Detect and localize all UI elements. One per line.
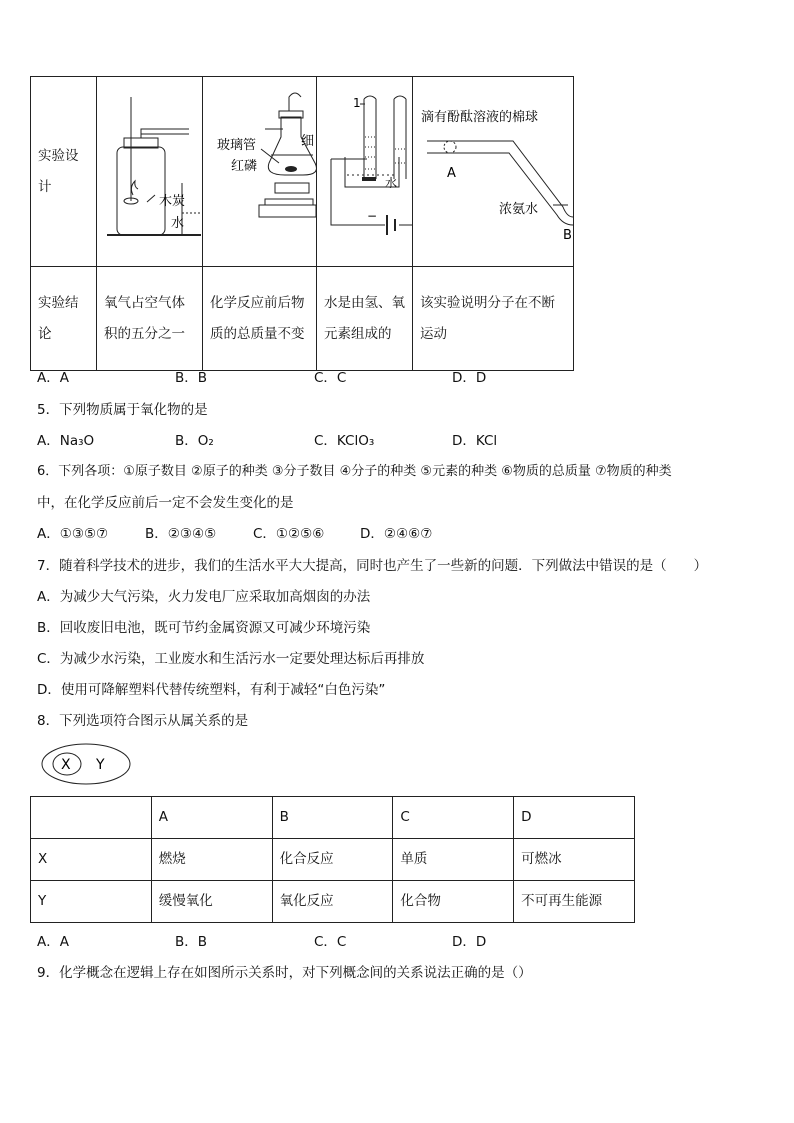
q6-stem-line1: 6．下列各项：①原子数目 ②原子的种类 ③分子数目 ④分子的种类 ⑤元素的种类 ⑥物质的总质量 ⑦物质的种类 bbox=[37, 464, 672, 479]
diagram-c-electrolysis-apparatus bbox=[317, 77, 412, 254]
label-b: B bbox=[563, 228, 572, 243]
q6-option-b[interactable]: B．②③④⑤ bbox=[145, 526, 217, 542]
label-cotton-ball: 滴有酚酞溶液的棉球 bbox=[421, 110, 539, 125]
diagram-c-cell bbox=[317, 77, 413, 267]
q7-stem: 7．随着科学技术的进步，我们的生活水平大大提高，同时也产生了一些新的问题．下列做法中错误的是（ ） bbox=[37, 558, 708, 574]
q8-option-c[interactable]: C．C bbox=[314, 934, 347, 950]
q8-header-b: B bbox=[272, 797, 393, 839]
conclusion-b: 化学反应前后物质的总质量不变 bbox=[203, 267, 317, 371]
label-glass-tube: 玻璃管 bbox=[217, 138, 257, 153]
diagram-d-cell bbox=[413, 77, 574, 267]
q7-option-b[interactable]: B．回收废旧电池，既可节约金属资源又可减少环境污染 bbox=[37, 620, 371, 636]
q6-option-a[interactable]: A．①③⑤⑦ bbox=[37, 526, 109, 542]
row-label-design: 实验设计 bbox=[31, 77, 97, 267]
q8-option-b[interactable]: B．B bbox=[175, 934, 208, 950]
conclusion-c: 水是由氢、氧元素组成的 bbox=[317, 267, 413, 371]
diagram-b-mass-conservation-apparatus bbox=[203, 77, 316, 254]
label-water-c: 水 bbox=[385, 176, 398, 190]
diagram-d-molecule-motion-apparatus bbox=[413, 77, 573, 254]
q8-y-a: 缓慢氧化 bbox=[151, 881, 272, 923]
q7-option-d[interactable]: D．使用可降解塑料代替传统塑料，有利于减轻“白色污染” bbox=[37, 682, 386, 698]
q6-option-d[interactable]: D．②④⑥⑦ bbox=[360, 526, 433, 542]
q4-option-a[interactable]: A．A bbox=[37, 370, 69, 386]
q5-option-c[interactable]: C．KClO₃ bbox=[314, 433, 375, 449]
q8-x-a: 燃烧 bbox=[151, 839, 272, 881]
q4-option-b[interactable]: B．B bbox=[175, 370, 208, 386]
q8-row-y-label: Y bbox=[31, 881, 152, 923]
q8-x-c: 单质 bbox=[393, 839, 514, 881]
q4-option-c[interactable]: C．C bbox=[314, 370, 347, 386]
q9-stem: 9．化学概念在逻辑上存在如图所示关系时，对下列概念间的关系说法正确的是（） bbox=[37, 965, 532, 981]
q8-x-d: 可燃冰 bbox=[514, 839, 635, 881]
q8-stem: 8．下列选项符合图示从属关系的是 bbox=[37, 713, 249, 729]
q8-header-c: C bbox=[393, 797, 514, 839]
diagram-a-oxygen-apparatus bbox=[97, 77, 202, 254]
q8-header-blank bbox=[31, 797, 152, 839]
q8-subset-diagram bbox=[40, 742, 132, 786]
q7-option-a[interactable]: A．为减少大气污染，火力发电厂应采取加高烟囱的办法 bbox=[37, 589, 371, 605]
q4-experiment-table bbox=[30, 76, 574, 371]
q8-diagram-y: Y bbox=[96, 757, 105, 773]
q8-y-d: 不可再生能源 bbox=[514, 881, 635, 923]
label-tube-number: 1 bbox=[353, 96, 361, 110]
label-charcoal: 木炭 bbox=[159, 194, 186, 209]
conclusion-d: 该实验说明分子在不断运动 bbox=[413, 267, 574, 371]
label-minus: − bbox=[367, 209, 378, 223]
q8-y-c: 化合物 bbox=[393, 881, 514, 923]
q6-stem-line2: 中，在化学反应前后一定不会发生变化的是 bbox=[37, 495, 294, 511]
q4-option-d[interactable]: D．D bbox=[452, 370, 487, 386]
diagram-b-cell bbox=[203, 77, 317, 267]
q8-option-d[interactable]: D．D bbox=[452, 934, 487, 950]
label-red-phosphorus: 红磷 bbox=[231, 159, 258, 174]
q6-option-c[interactable]: C．①②⑤⑥ bbox=[253, 526, 325, 542]
q8-header-d: D bbox=[514, 797, 635, 839]
row-label-conclusion: 实验结论 bbox=[31, 267, 97, 371]
q8-y-b: 氧化反应 bbox=[272, 881, 393, 923]
q7-option-c[interactable]: C．为减少水污染，工业废水和生活污水一定要处理达标后再排放 bbox=[37, 651, 425, 667]
label-water-a: 水 bbox=[171, 216, 185, 231]
diagram-a-cell bbox=[97, 77, 203, 267]
q8-diagram-x: X bbox=[61, 757, 71, 773]
q8-row-x-label: X bbox=[31, 839, 152, 881]
q8-x-b: 化合反应 bbox=[272, 839, 393, 881]
q5-stem: 5．下列物质属于氧化物的是 bbox=[37, 402, 208, 418]
q8-header-a: A bbox=[151, 797, 272, 839]
conclusion-a: 氧气占空气体积的五分之一 bbox=[97, 267, 203, 371]
q5-option-d[interactable]: D．KCl bbox=[452, 433, 498, 449]
label-ammonia: 浓氨水 bbox=[499, 202, 539, 217]
q5-option-a[interactable]: A．Na₃O bbox=[37, 433, 95, 449]
q5-option-b[interactable]: B．O₂ bbox=[175, 433, 214, 449]
label-thin: 细 bbox=[301, 134, 315, 149]
q8-option-a[interactable]: A．A bbox=[37, 934, 69, 950]
label-a: A bbox=[447, 166, 456, 181]
q8-options-table bbox=[30, 796, 635, 923]
